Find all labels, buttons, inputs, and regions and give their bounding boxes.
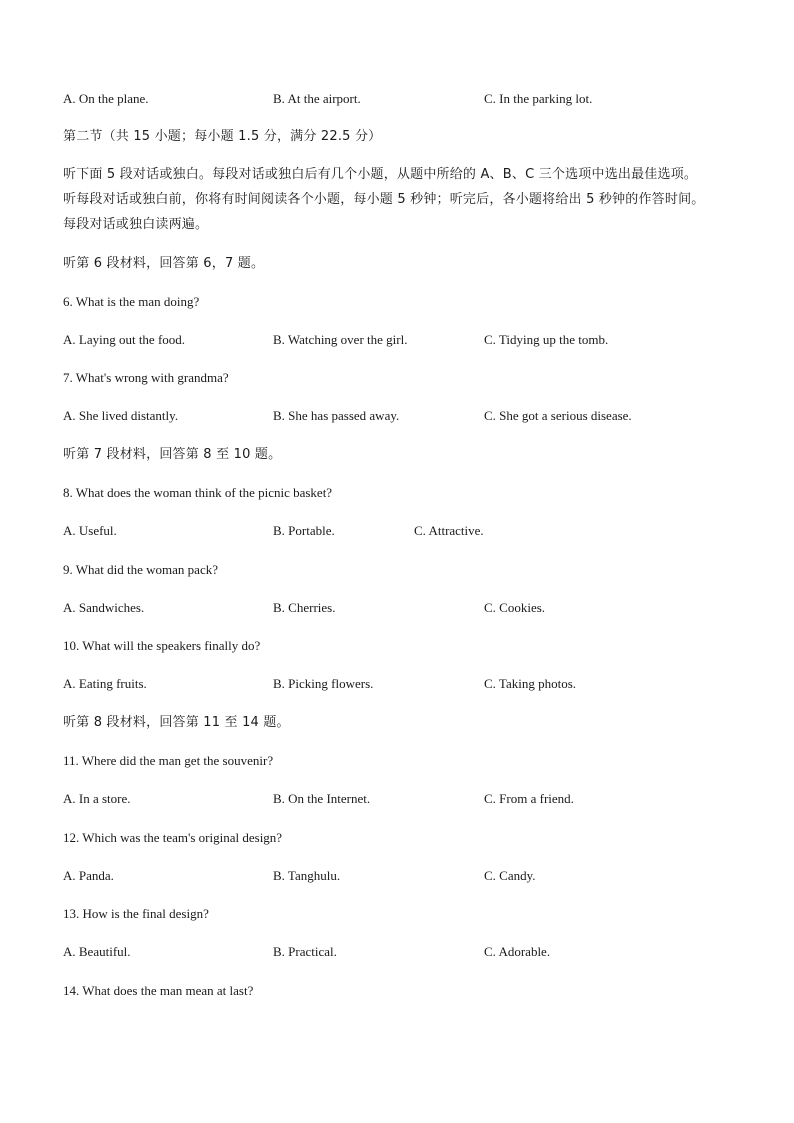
q6-option-a: A. Laying out the food.	[63, 332, 186, 347]
q8-option-a: A. Useful.	[63, 523, 117, 538]
q9-option-b: B. Cherries.	[273, 600, 336, 615]
q7-option-b: B. She has passed away.	[273, 408, 400, 423]
q12-option-c: C. Candy.	[484, 868, 536, 883]
q11-option-c: C. From a friend.	[484, 791, 574, 806]
q12-option-b: B. Tanghulu.	[273, 868, 341, 883]
q8-option-b: B. Portable.	[273, 523, 335, 538]
q10-option-a: A. Eating fruits.	[63, 676, 147, 691]
q5-option-a: A. On the plane.	[63, 91, 149, 106]
question-14-stem: 14. What does the man mean at last?	[63, 983, 254, 998]
q12-options	[0, 867, 794, 885]
q10-option-b: B. Picking flowers.	[273, 676, 374, 691]
q10-option-c: C. Taking photos.	[484, 676, 577, 691]
material-8-label: 听第 8 段材料，回答第 11 至 14 题。	[63, 715, 290, 730]
q5-option-b: B. At the airport.	[273, 91, 361, 106]
q13-options	[0, 943, 794, 961]
q5-option-c: C. In the parking lot.	[484, 91, 593, 106]
question-7-stem: 7. What's wrong with grandma?	[63, 370, 229, 385]
q6-option-b: B. Watching over the girl.	[273, 332, 408, 347]
q11-option-b: B. On the Internet.	[273, 791, 371, 806]
q13-option-a: A. Beautiful.	[63, 944, 131, 959]
question-9-stem: 9. What did the woman pack?	[63, 562, 218, 577]
q9-option-c: C. Cookies.	[484, 600, 546, 615]
q13-option-b: B. Practical.	[273, 944, 337, 959]
q7-option-c: C. She got a serious disease.	[484, 408, 632, 423]
instruction-line-3: 每段对话或独白读两遍。	[63, 217, 209, 232]
q11-options	[0, 790, 794, 808]
question-10-stem: 10. What will the speakers finally do?	[63, 638, 261, 653]
question-8-stem: 8. What does the woman think of the picnic basket?	[63, 485, 333, 500]
question-11-stem: 11. Where did the man get the souvenir?	[63, 753, 274, 768]
q7-option-a: A. She lived distantly.	[63, 408, 179, 423]
q6-option-c: C. Tidying up the tomb.	[484, 332, 609, 347]
instruction-line-2: 听每段对话或独白前，你将有时间阅读各个小题，每小题 5 秒钟；听完后，各小题将给出 5 秒钟的作答时间。	[63, 192, 705, 207]
q12-option-a: A. Panda.	[63, 868, 114, 883]
material-7-label: 听第 7 段材料，回答第 8 至 10 题。	[63, 447, 282, 462]
q7-options	[0, 407, 794, 425]
section-heading: 第二节（共 15 小题；每小题 1.5 分，满分 22.5 分）	[63, 129, 382, 144]
question-6-stem: 6. What is the man doing?	[63, 294, 200, 309]
q13-option-c: C. Adorable.	[484, 944, 551, 959]
question-12-stem: 12. Which was the team's original design?	[63, 830, 283, 845]
instruction-line-1: 听下面 5 段对话或独白。每段对话或独白后有几个小题，从题中所给的 A、B、C 三个选项中选出最佳选项。	[63, 167, 698, 182]
q9-option-a: A. Sandwiches.	[63, 600, 145, 615]
q8-option-c: C. Attractive.	[414, 523, 484, 538]
question-13-stem: 13. How is the final design?	[63, 906, 209, 921]
q10-options	[0, 675, 794, 693]
q9-options	[0, 599, 794, 617]
q8-options	[0, 522, 794, 540]
q5-options	[0, 90, 794, 108]
q11-option-a: A. In a store.	[63, 791, 131, 806]
material-6-label: 听第 6 段材料，回答第 6，7 题。	[63, 256, 265, 271]
q6-options	[0, 331, 794, 349]
